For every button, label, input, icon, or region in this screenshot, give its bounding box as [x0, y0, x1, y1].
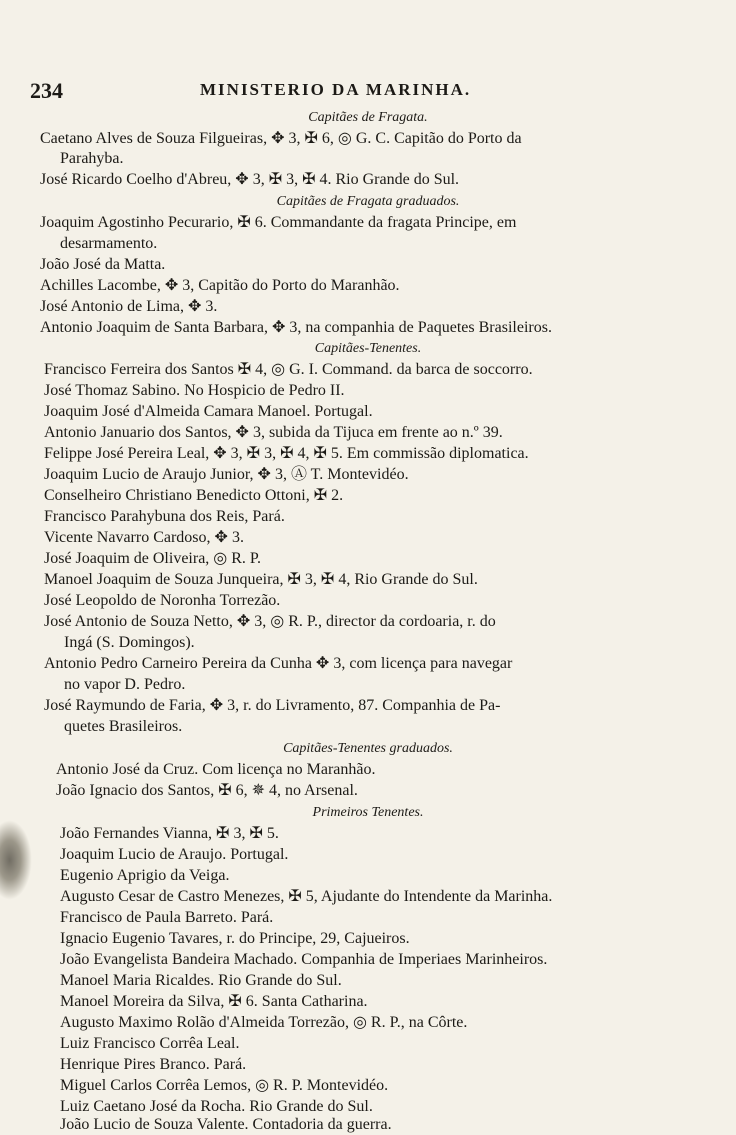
section-heading-capitaes-fragata-graduados: Capitães de Fragata graduados.: [276, 194, 460, 209]
entry-line: Felippe José Pereira Leal, ✥ 3, ✠ 3, ✠ 4, ✠ 5. Em commissão diplomatica.: [44, 445, 529, 462]
entry-line: José Joaquim de Oliveira, ◎ R. P.: [44, 550, 262, 567]
entry-line: José Leopoldo de Noronha Torrezão.: [44, 592, 281, 609]
entry-line: Vicente Navarro Cardoso, ✥ 3.: [44, 529, 244, 546]
page-stain: [0, 820, 32, 900]
entry-line: Antonio Joaquim de Santa Barbara, ✥ 3, na companhia de Paquetes Brasileiros.: [40, 319, 552, 336]
entry-line: Joaquim José d'Almeida Camara Manoel. Portugal.: [44, 403, 373, 420]
entry-line: José Raymundo de Faria, ✥ 3, r. do Livramento, 87. Companhia de Pa-: [44, 697, 501, 714]
section-heading-capitaes-tenentes: Capitães-Tenentes.: [314, 341, 422, 356]
entry-line: José Antonio de Souza Netto, ✥ 3, ◎ R. P., director da cordoaria, r. do: [44, 613, 496, 630]
entry-line: Augusto Maximo Rolão d'Almeida Torrezão, ◎ R. P., na Côrte.: [60, 1014, 468, 1031]
entry-line: Antonio Januario dos Santos, ✥ 3, subida da Tijuca em frente ao n.º 39.: [44, 424, 503, 441]
running-title: MINISTERIO DA MARINHA.: [200, 80, 472, 99]
entry-line: Augusto Cesar de Castro Menezes, ✠ 5, Ajudante do Intendente da Marinha.: [60, 888, 553, 905]
section-heading-capitaes-fragata: Capitães de Fragata.: [308, 110, 428, 125]
entry-line: José Thomaz Sabino. No Hospicio de Pedro II.: [44, 382, 345, 399]
entry-line: Achilles Lacombe, ✥ 3, Capitão do Porto do Maranhão.: [40, 277, 400, 294]
entry-line: Joaquim Lucio de Araujo Junior, ✥ 3, Ⓐ T. Montevidéo.: [44, 466, 409, 483]
section-heading-primeiros-tenentes: Primeiros Tenentes.: [312, 805, 424, 820]
entry-line: Eugenio Aprigio da Veiga.: [60, 867, 230, 884]
entry-line: Francisco Parahybuna dos Reis, Pará.: [44, 508, 285, 525]
entry-line: Antonio Pedro Carneiro Pereira da Cunha ✥ 3, com licença para navegar: [44, 655, 513, 672]
page-header: [0, 78, 736, 102]
entry-line: Conselheiro Christiano Benedicto Ottoni, ✠ 2.: [44, 487, 344, 504]
entry-line: Ignacio Eugenio Tavares, r. do Principe, 29, Cajueiros.: [60, 930, 410, 947]
entry-line: Caetano Alves de Souza Filgueiras, ✥ 3, ✠ 6, ◎ G. C. Capitão do Porto da: [40, 130, 522, 147]
entry-line: Francisco Ferreira dos Santos ✠ 4, ◎ G. I. Command. da barca de soccorro.: [44, 361, 533, 378]
entry-line: Manoel Joaquim de Souza Junqueira, ✠ 3, ✠ 4, Rio Grande do Sul.: [44, 571, 478, 588]
entry-line: José Ricardo Coelho d'Abreu, ✥ 3, ✠ 3, ✠ 4. Rio Grande do Sul.: [40, 171, 460, 188]
entry-line: João Evangelista Bandeira Machado. Companhia de Imperiaes Marinheiros.: [60, 951, 548, 968]
entry-line: quetes Brasileiros.: [64, 718, 183, 735]
section-heading-capitaes-tenentes-graduados: Capitães-Tenentes graduados.: [283, 741, 453, 756]
entry-line: Henrique Pires Branco. Pará.: [60, 1056, 247, 1073]
entry-line: Parahyba.: [60, 150, 124, 167]
entry-line: Luiz Francisco Corrêa Leal.: [60, 1035, 240, 1052]
entry-line: Francisco de Paula Barreto. Pará.: [60, 909, 274, 926]
entry-line: João José da Matta.: [40, 256, 166, 273]
entry-line: Joaquim Lucio de Araujo. Portugal.: [60, 846, 289, 863]
entry-line: João Lucio de Souza Valente. Contadoria da guerra.: [60, 1116, 392, 1133]
entry-line: João Fernandes Vianna, ✠ 3, ✠ 5.: [60, 825, 279, 842]
entry-line: Joaquim Agostinho Pecurario, ✠ 6. Commandante da fragata Principe, em: [40, 214, 517, 231]
entry-line: Manoel Moreira da Silva, ✠ 6. Santa Catharina.: [60, 993, 368, 1010]
entry-line: desarmamento.: [60, 235, 158, 252]
entry-line: Manoel Maria Ricaldes. Rio Grande do Sul.: [60, 972, 342, 989]
page-number: 234: [30, 78, 63, 103]
entry-line: Miguel Carlos Corrêa Lemos, ◎ R. P. Montevidéo.: [60, 1077, 389, 1094]
entry-line: no vapor D. Pedro.: [64, 676, 186, 693]
entry-line: José Antonio de Lima, ✥ 3.: [40, 298, 218, 315]
entry-line: Luiz Caetano José da Rocha. Rio Grande do Sul.: [60, 1098, 373, 1115]
entry-line: Ingá (S. Domingos).: [64, 634, 195, 651]
entry-line: João Ignacio dos Santos, ✠ 6, ✵ 4, no Arsenal.: [56, 782, 358, 799]
entry-line: Antonio José da Cruz. Com licença no Maranhão.: [56, 761, 376, 778]
